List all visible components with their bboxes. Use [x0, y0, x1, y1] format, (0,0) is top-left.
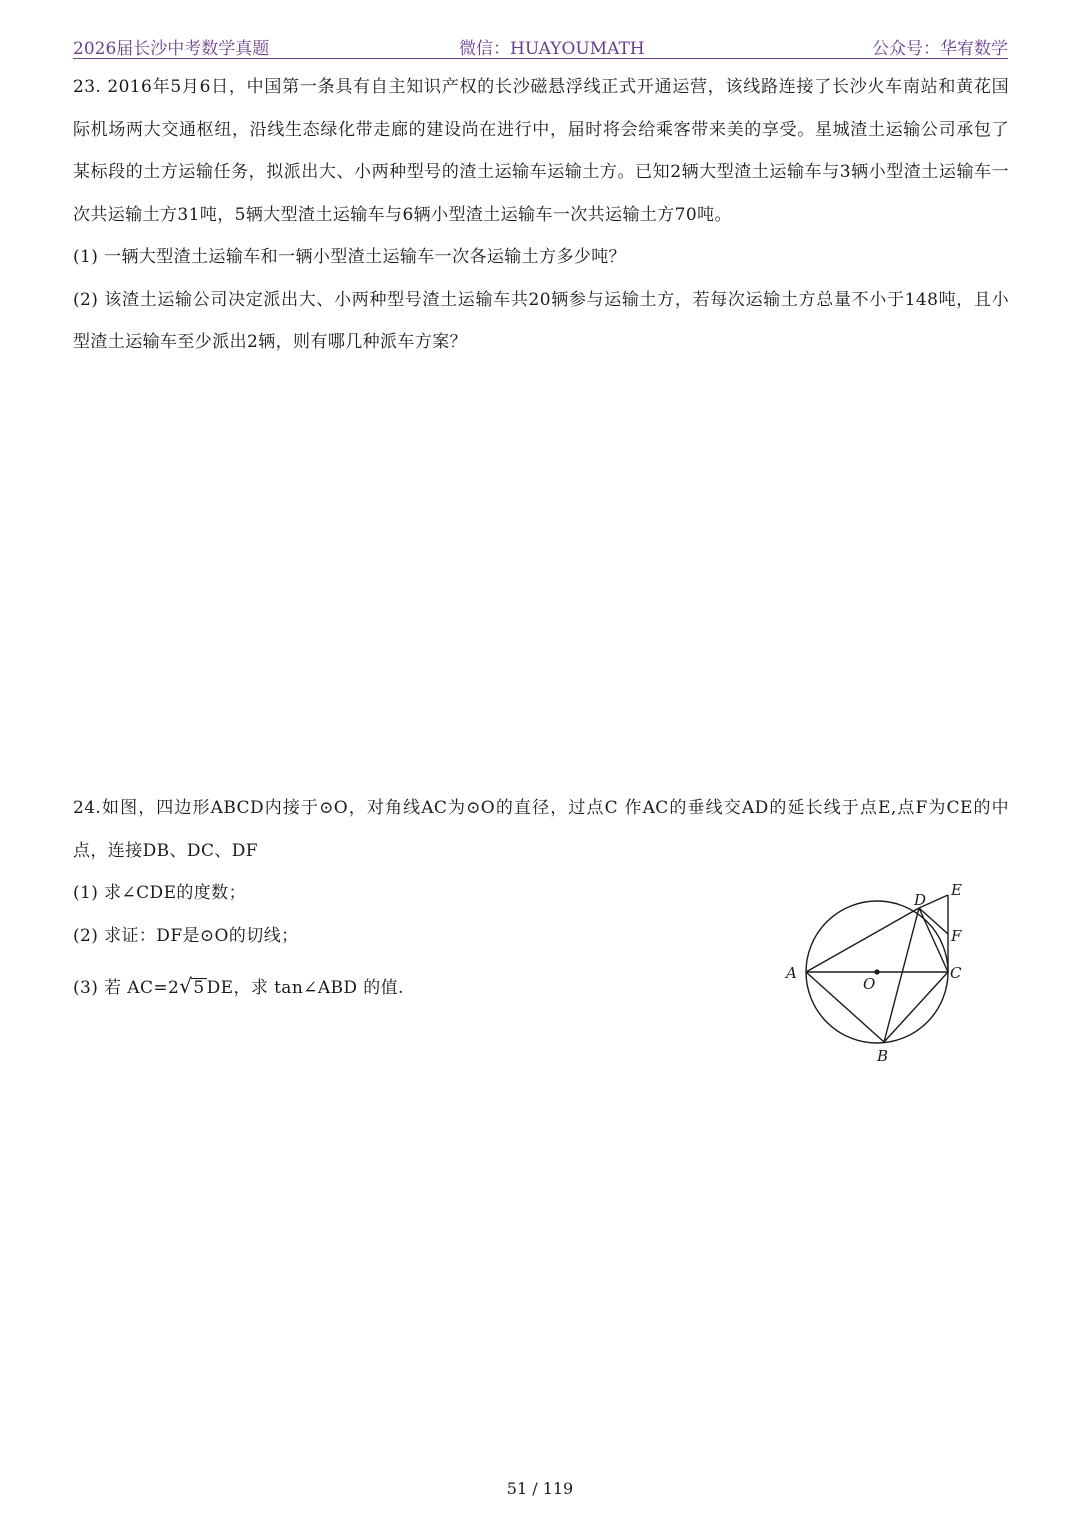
page-header: [73, 34, 1008, 59]
part-3-prefix: (3) 若 AC=: [73, 978, 169, 998]
geometry-figure: [780, 878, 980, 1070]
label-o: O: [863, 975, 876, 993]
label-d: D: [914, 891, 927, 909]
question-23: [73, 66, 1009, 364]
center-point: [874, 969, 879, 974]
sqrt-sign-icon: √: [179, 974, 193, 998]
part-3-suffix: DE，求 tan∠ABD 的值.: [206, 978, 404, 998]
sqrt-radicand: 5: [193, 978, 205, 998]
question-23-part-1: (1) 一辆大型渣土运输车和一辆小型渣土运输车一次各运输土方多少吨？: [73, 247, 627, 267]
sqrt-coefficient: 2: [168, 978, 180, 998]
question-24-stem: 24.如图，四边形ABCD内接于⊙O，对角线AC为⊙O的直径，过点C 作AC的垂线交AD的延长线于点E,点F为CE的中点，连接DB、DC、DF: [73, 798, 1009, 861]
question-24-parts: [73, 872, 773, 1010]
page-number: 51 / 119: [506, 1479, 574, 1498]
header-wechat: 微信：HUAYOUMATH: [459, 39, 645, 59]
question-24-part-2: (2) 求证：DF是⊙O的切线；: [73, 925, 299, 946]
segment-ad: [806, 908, 919, 972]
header-title: 2026届长沙中考数学真题: [73, 39, 270, 59]
segment-dc: [919, 908, 948, 972]
label-b: B: [877, 1047, 889, 1065]
label-c: C: [950, 964, 962, 982]
label-a: A: [786, 964, 797, 982]
question-23-stem: 23. 2016年5月6日，中国第一条具有自主知识产权的长沙磁悬浮线正式开通运营，该线路连接了长沙火车南站和黄花国际机场两大交通枢纽，沿线生态绿化带走廊的建设尚在进行中，届时将会给乘客带来美的享受。星城渣土运输公司承包了某标段的土方运输任务，拟派出大、小两种型号的渣土运输车运输土方。已知2辆大型渣土运输车与3辆小型渣土运输车一次共运输土方31吨，5辆大型渣土运输车与6辆小型渣土运输车一次共运输土方70吨。: [73, 77, 1009, 225]
label-e: E: [951, 881, 962, 899]
question-23-part-2: (2) 该渣土运输公司决定派出大、小两种型号渣土运输车共20辆参与运输土方，若每次运输土方总量不小于148吨，且小型渣土运输车至少派出2辆，则有哪几种派车方案？: [73, 289, 1009, 352]
question-24-part-3: [73, 965, 773, 1010]
question-24-part-1: (1) 求∠CDE的度数；: [73, 883, 246, 903]
label-f: F: [951, 927, 962, 945]
circle-diagram: [780, 878, 980, 1070]
header-account: 公众号：华宥数学: [872, 39, 1008, 59]
